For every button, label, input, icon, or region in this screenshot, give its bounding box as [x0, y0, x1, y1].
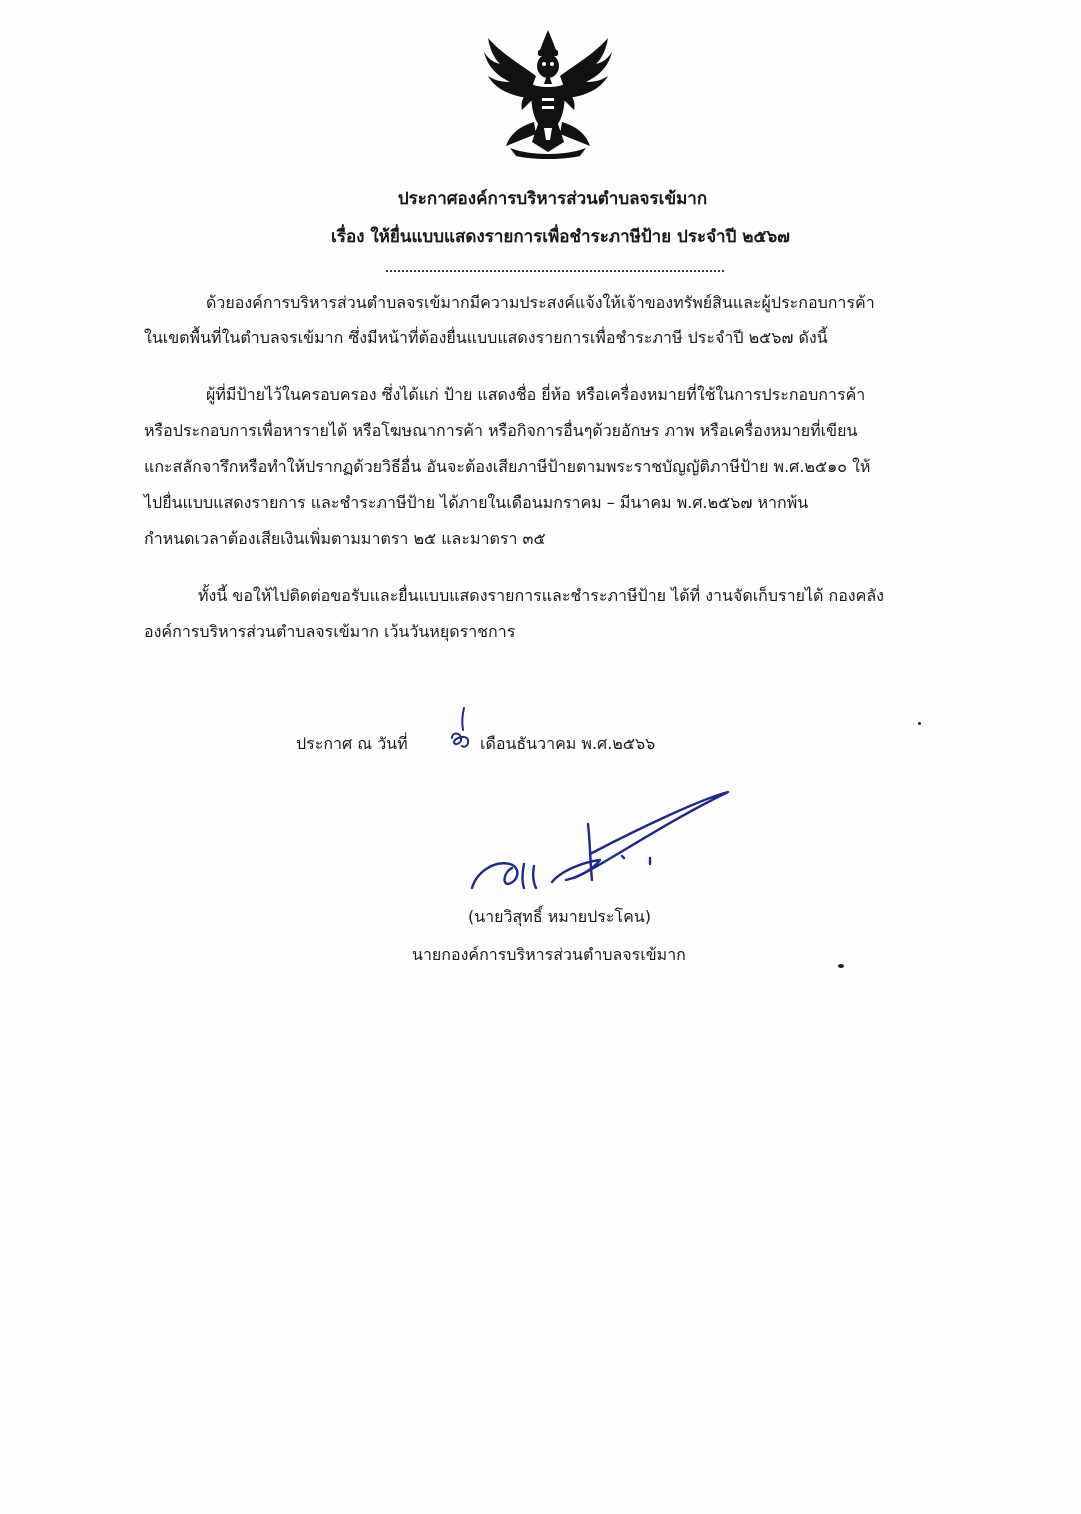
announcement-date-prefix: ประกาศ ณ วันที่	[296, 734, 408, 753]
handwritten-signature	[462, 784, 734, 896]
paragraph-2-line-1: ผู้ที่มีป้ายไว้ในครอบครอง ซึ่งได้แก่ ป้าย แสดงชื่อ ยี่ห้อ หรือเครื่องหมายที่ใช้ในการประกอบการค้า	[206, 385, 866, 404]
document-title: ประกาศองค์การบริหารส่วนตำบลจรเข้มาก	[397, 189, 708, 209]
signatory-name: (นายวิสุทธิ์ หมายประโคน)	[468, 907, 651, 926]
scan-speck	[838, 964, 844, 968]
handwritten-day-number	[446, 706, 476, 752]
scan-speck	[918, 722, 921, 725]
announcement-date-suffix: เดือนธันวาคม พ.ศ.๒๕๖๖	[480, 734, 656, 753]
paragraph-1-line-1: ด้วยองค์การบริหารส่วนตำบลจรเข้มากมีความประสงค์แจ้งให้เจ้าของทรัพย์สินและผู้ประกอบการค้า	[206, 293, 875, 312]
paragraph-3-line-2: องค์การบริหารส่วนตำบลจรเข้มาก เว้นวันหยุดราชการ	[144, 622, 516, 641]
paragraph-2-line-4: ไปยื่นแบบแสดงรายการ และชำระภาษีป้าย ได้ภายในเดือนมกราคม – มีนาคม พ.ศ.๒๕๖๗ หากพ้น	[144, 493, 809, 512]
signatory-position: นายกองค์การบริหารส่วนตำบลจรเข้มาก	[412, 945, 686, 964]
paragraph-2-line-5: กำหนดเวลาต้องเสียเงินเพิ่มตามมาตรา ๒๕ และมาตรา ๓๕	[144, 529, 546, 548]
paragraph-2-line-3: แกะสลักจารึกหรือทำให้ปรากฏด้วยวิธีอื่น อันจะต้องเสียภาษีป้ายตามพระราชบัญญัติภาษีป้าย พ.ศ.๒๕๑๐ ให้	[144, 457, 871, 476]
dotted-divider	[386, 270, 724, 272]
garuda-emblem-icon	[480, 28, 616, 160]
paragraph-3-line-1: ทั้งนี้ ขอให้ไปติดต่อขอรับและยื่นแบบแสดงรายการและชำระภาษีป้าย ได้ที่ งานจัดเก็บรายได้ กองคลัง	[198, 586, 884, 605]
document-subject: เรื่อง ให้ยื่นแบบแสดงรายการเพื่อชำระภาษีป้าย ประจำปี ๒๕๖๗	[331, 227, 790, 247]
paragraph-2-line-2: หรือประกอบการเพื่อหารายได้ หรือโฆษณาการค้า หรือกิจการอื่นๆด้วยอักษร ภาพ หรือเครื่องหมายที่เขียน	[144, 421, 858, 440]
paragraph-1-line-2: ในเขตพื้นที่ในตำบลจรเข้มาก ซึ่งมีหน้าที่ต้องยื่นแบบแสดงรายการเพื่อชำระภาษี ประจำปี ๒๕๖๗ ดังนี้	[144, 328, 828, 347]
